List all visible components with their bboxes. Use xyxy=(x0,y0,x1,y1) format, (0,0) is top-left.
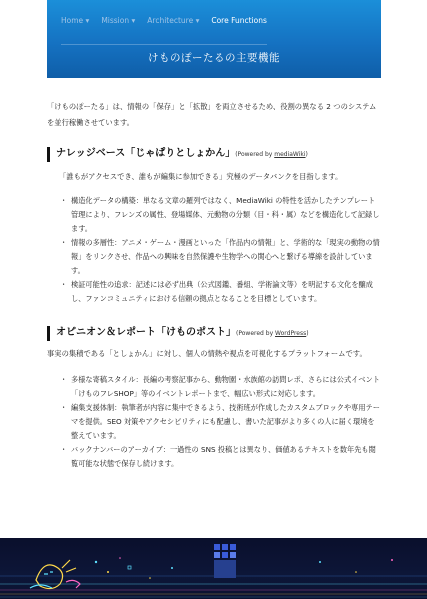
list-item: ・ 検証可能性の追求：記述には必ず出典（公式図鑑、番組、学術論文等）を明記する文化を醸成し、ファンコミュニティにおける信頼の拠点となることを目標としています。 xyxy=(63,278,381,306)
nav-item-architecture[interactable]: Architecture ▾ xyxy=(147,16,200,25)
top-nav xyxy=(61,16,267,25)
nav-item-mission[interactable]: Mission ▾ xyxy=(101,16,136,25)
footer-banner xyxy=(0,538,427,599)
credit-prefix: (Powered by xyxy=(236,330,276,337)
section-heading-post xyxy=(47,326,381,341)
list-item: ・ 情報の多層性：アニメ・ゲーム・漫画といった「作品内の情報」と、学術的な「現実の動物の情報」をリンクさせ、作品への興味を自然保護や生物学への関心へと繋げる導線を設計しています。 xyxy=(63,236,381,278)
page-title: けものぽーたるの主要機能 xyxy=(148,52,280,64)
wordpress-link[interactable]: WordPress xyxy=(275,330,307,337)
nav-divider xyxy=(61,44,267,45)
credit-suffix: ) xyxy=(306,330,309,337)
list-item: ・ 構造化データの構築：単なる文章の羅列ではなく、MediaWiki の特性を活かしたテンプレート管理により、フレンズの属性、登場媒体、元動物の分類（目・科・属）などを構造化して記録します。 xyxy=(63,194,381,236)
section-heading-library xyxy=(47,147,381,162)
list-item: ・ 多様な寄稿スタイル：長編の考察記事から、動物園・水族館の訪問レポ、さらには公式イベント「けものフレSHOP」等のイベントレポートまで、幅広い形式に対応します。 xyxy=(63,373,381,401)
neon-sparkles-right xyxy=(319,559,393,573)
section-heading-text: オピニオン＆レポート「けものポスト」 xyxy=(56,327,236,338)
neon-sparkles xyxy=(95,557,173,579)
page-header xyxy=(47,0,381,78)
list-item: ・ 編集支援体制：執筆者が内容に集中できるよう、技術班が作成したカスタムブロックや専用テーマを提供。SEO 対策やアクセシビリティにも配慮し、書いた記事がより多くの人に届く環境を整えています。 xyxy=(63,401,381,443)
credit-prefix: (Powered by xyxy=(235,151,275,158)
section-heading-text: ナレッジベース「じゃぱりとしょかん」 xyxy=(56,148,236,159)
credit-line xyxy=(236,330,309,337)
section-lead-library: 「誰もがアクセスでき、誰もが編集に参加できる」究極のデータバンクを目指します。 xyxy=(59,172,343,181)
footer-neon-illustration xyxy=(0,538,427,599)
feature-list-library xyxy=(47,194,381,306)
credit-suffix: ) xyxy=(305,151,308,158)
main-content xyxy=(47,99,381,471)
intro-text: 「けものぽーたる」は、情報の「保存」と「拡散」を両立させるため、役割の異なる 2 つのシステムを並行稼働させています。 xyxy=(47,102,377,127)
nav-item-core-functions[interactable]: Core Functions xyxy=(211,16,267,25)
section-lead-post: 事実の集積である「としょかん」に対し、個人の情熱や視点を可視化するプラットフォームです。 xyxy=(47,349,367,358)
feature-list-post xyxy=(47,373,381,471)
credit-line xyxy=(235,151,308,158)
nav-item-home[interactable]: Home ▾ xyxy=(61,16,90,25)
pixel-building xyxy=(214,544,236,578)
list-item: ・ バックナンバーのアーカイブ：一過性の SNS 投稿とは異なり、価値あるテキストを数年先も閲覧可能な状態で保存し続けます。 xyxy=(63,443,381,471)
mediawiki-link[interactable]: mediaWiki xyxy=(274,151,306,158)
